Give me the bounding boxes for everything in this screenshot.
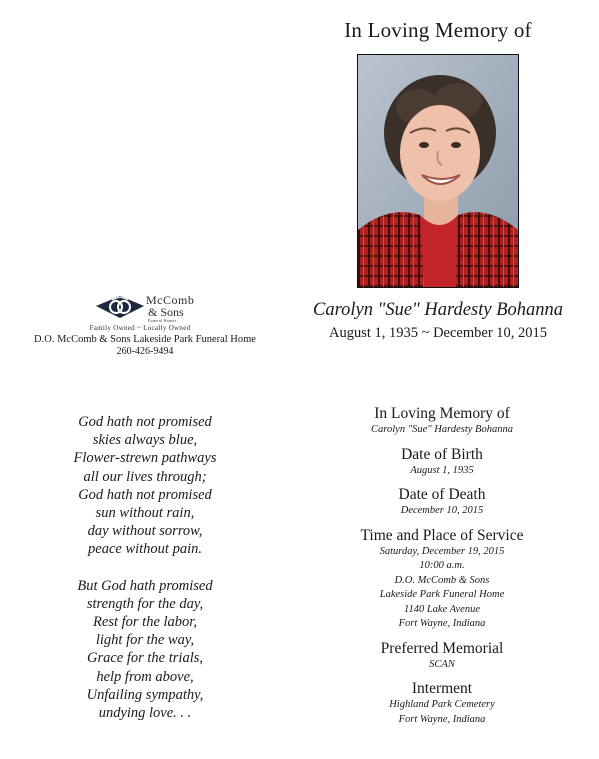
poem-stanza-1 (40, 413, 250, 559)
poem-line: God hath not promised (78, 414, 212, 430)
service-line: D.O. McComb & Sons (394, 574, 490, 586)
memory-name: Carolyn "Sue" Hardesty Bohanna (371, 424, 513, 435)
brand-tagline: Family Owned ~ Locally Owned (89, 324, 191, 332)
poem-line: day without sorrow, (87, 523, 203, 540)
poem-line: But God hath promised (77, 577, 213, 594)
birth-date: August 1, 1935 (410, 464, 474, 476)
service-line: 1140 Lake Avenue (403, 603, 480, 615)
poem-line: Unfailing sympathy, (86, 686, 204, 703)
service-line: Lakeside Park Funeral Home (379, 589, 505, 600)
interment-section (324, 680, 560, 727)
service-info (324, 405, 560, 735)
deceased-name: Carolyn "Sue" Hardesty Bohanna (312, 300, 563, 320)
service-line: Saturday, December 19, 2015 (379, 545, 505, 557)
death-heading: Date of Death (398, 486, 486, 503)
service-section (324, 527, 560, 632)
service-heading: Time and Place of Service (360, 526, 524, 544)
service-line: Fort Wayne, Indiana (398, 618, 486, 629)
poem-line: God hath not promised (78, 486, 212, 503)
death-date: December 10, 2015 (400, 505, 484, 516)
interment-heading: Interment (411, 680, 473, 697)
memorial-section (324, 640, 560, 673)
poem-line: strength for the day, (86, 595, 204, 612)
death-section (324, 486, 560, 519)
interment-line: Fort Wayne, Indiana (398, 713, 486, 725)
service-line: 10:00 a.m. (419, 560, 465, 571)
poem-line: undying love. . . (98, 705, 192, 722)
poem-line: help from above, (96, 668, 194, 685)
poem-line: Rest for the labor, (93, 614, 197, 631)
brand-name: McComb (146, 293, 195, 307)
poem-stanza-2 (40, 577, 250, 723)
funeral-home-phone: 260-426-9494 (116, 346, 174, 357)
poem-line: Flower-strewn pathways (73, 450, 217, 467)
poem-line: light for the way, (95, 632, 195, 649)
poem (40, 413, 250, 740)
life-dates: August 1, 1935 ~ December 10, 2015 (328, 325, 548, 341)
birth-heading: Date of Birth (401, 445, 483, 463)
memorial-value: SCAN (429, 658, 455, 670)
portrait-illustration (358, 55, 518, 287)
poem-line: peace without pain. (88, 541, 202, 558)
portrait-photo (357, 54, 519, 288)
memory-section (324, 405, 560, 438)
poem-line: skies always blue, (92, 432, 198, 449)
poem-line: all our lives through; (83, 468, 207, 485)
memorial-heading: Preferred Memorial (380, 639, 504, 657)
page-title: In Loving Memory of (344, 18, 532, 42)
funeral-home-name: D.O. McComb & Sons Lakeside Park Funeral Home (34, 334, 256, 345)
memory-heading: In Loving Memory of (374, 405, 510, 422)
poem-line: sun without rain, (95, 505, 195, 522)
interment-line: Highland Park Cemetery (389, 699, 495, 710)
poem-line: Grace for the trials, (87, 650, 203, 667)
birth-section (324, 446, 560, 479)
brand-sons: & Sons (148, 305, 184, 319)
brand-sub: Funeral Homes (148, 318, 177, 323)
